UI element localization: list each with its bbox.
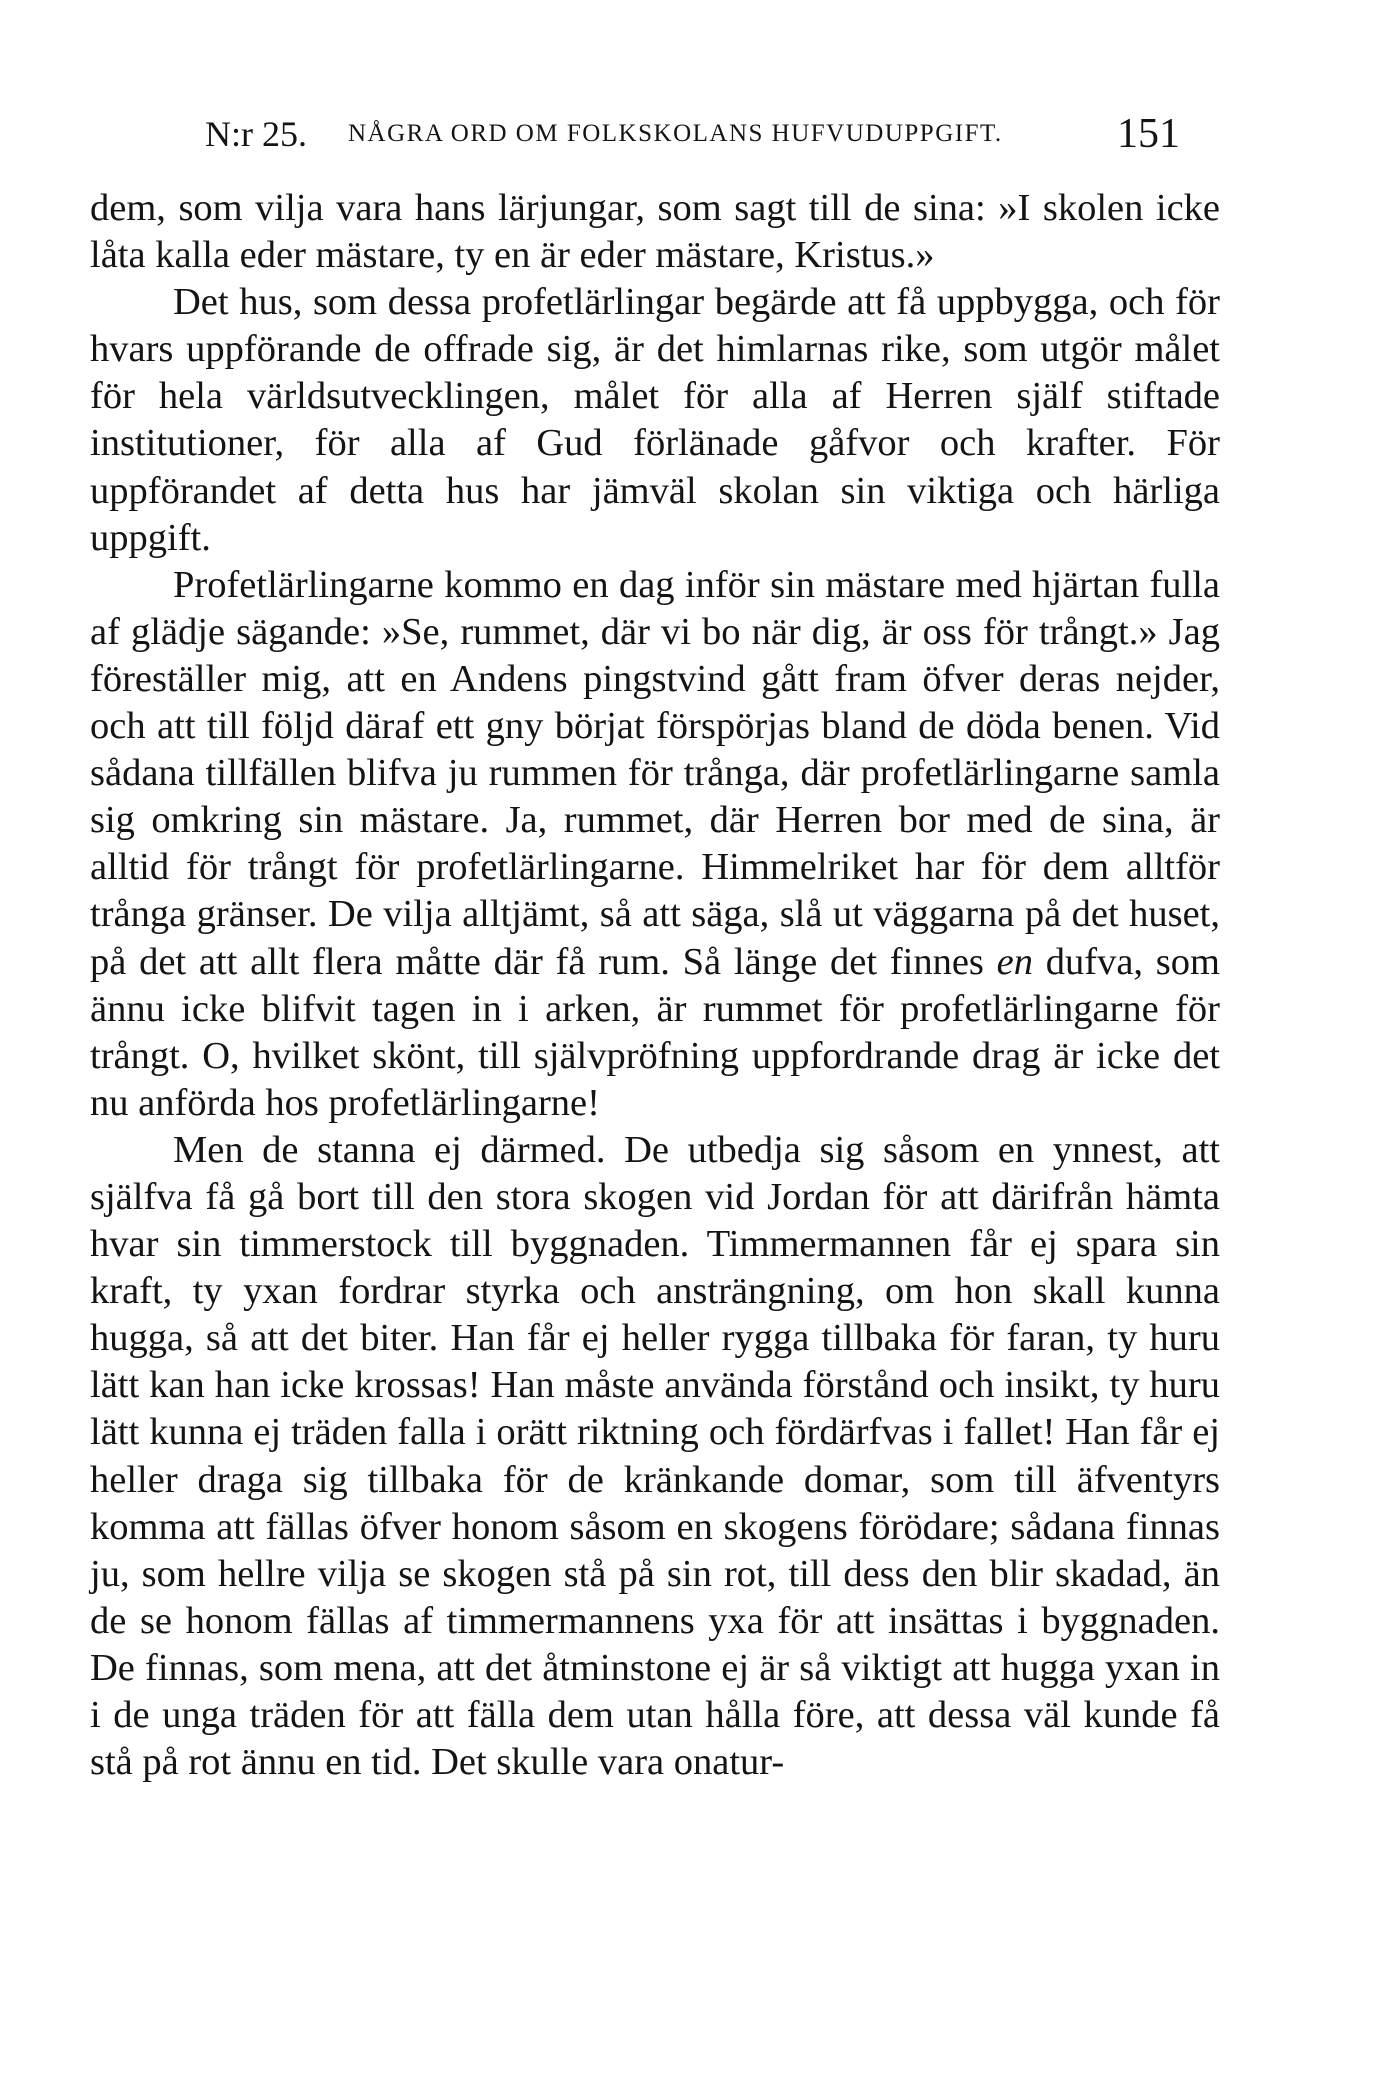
paragraph-2: Det hus, som dessa profetlärlingar begärde att få uppbygga, och för hvars uppförande de offrade sig, är det himlarnas rike, som utgör målet för hela världsutvecklingen, målet för alla af Herren själf stiftade institutioner, för alla af Gud förlänade gåfvor och krafter. För uppförandet af detta hus har jämväl skolan sin viktiga och härliga uppgift. (90, 281, 1220, 559)
emphasized-word: en (996, 940, 1033, 983)
page-number: 151 (1117, 111, 1180, 157)
issue-number: N:r 25. (205, 114, 307, 154)
running-title: NÅGRA ORD OM FOLKSKOLANS HUFVUDUPPGIFT. (348, 120, 1003, 147)
paragraph-3 (90, 562, 1220, 1127)
paragraph-3-part-1: Profetlärlingarne kommo en dag inför sin mästare med hjärtan fulla af glädje sägande: »Se, rummet, där vi bo när dig, är oss för trångt.» Jag föreställer mig, att en Andens pingstvind gått fram öfver deras nejder, och att till följd däraf ett gny börjat förspörjas bland de döda benen. Vid sådana tillfällen blifva ju rummen för trånga, där profetlärlingarne samla sig omkring sin mästare. Ja, rummet, där Herren bor med de sina, är alltid för trångt för profetlärlingarne. Himmelriket har för dem alltför trånga gränser. De vilja alltjämt, så att säga, slå ut väggarna på det huset, på det att allt flera måtte där få rum. Så länge det finnes (90, 563, 1220, 983)
running-header (205, 104, 1180, 164)
paragraph-1: dem, som vilja vara hans lärjungar, som sagt till de sina: »I skolen icke låta kalla eder mästare, ty en är eder mästare, Kristus.» (90, 187, 1220, 277)
paragraph-4: Men de stanna ej därmed. De utbedja sig såsom en ynnest, att själfva få gå bort till den stora skogen vid Jordan för att därifrån hämta hvar sin timmerstock till byggnaden. Timmermannen får ej spara sin kraft, ty yxan fordrar styrka och ansträngning, om hon skall kunna hugga, så att det biter. Han får ej heller rygga tillbaka för faran, ty huru lätt kan han icke krossas! Han måste använda förstånd och insikt, ty huru lätt kunna ej träden falla i orätt riktning och fördärfvas i fallet! Han får ej heller draga sig tillbaka för de kränkande domar, som till äfventyrs komma att fällas öfver honom såsom en skogens förödare; sådana finnas ju, som hellre vilja se skogen stå på sin rot, till dess den blir skadad, än de se honom fällas af timmermannens yxa för att insättas i byggnaden. De finnas, som mena, att det åtminstone ej är så viktigt att hugga yxan in i de unga träden för att fälla dem utan hålla före, att dessa väl kunde få stå på rot ännu en tid. Det skulle vara onatur- (90, 1128, 1220, 1784)
body-text (90, 185, 1220, 1786)
paragraph-3-part-2: dufva, som ännu icke blifvit tagen in i arken, är rummet för profetlärlingarne för trångt. O, hvilket skönt, till självpröfning uppfordrande drag är icke det nu anförda hos profetlärlingarne! (90, 940, 1220, 1124)
